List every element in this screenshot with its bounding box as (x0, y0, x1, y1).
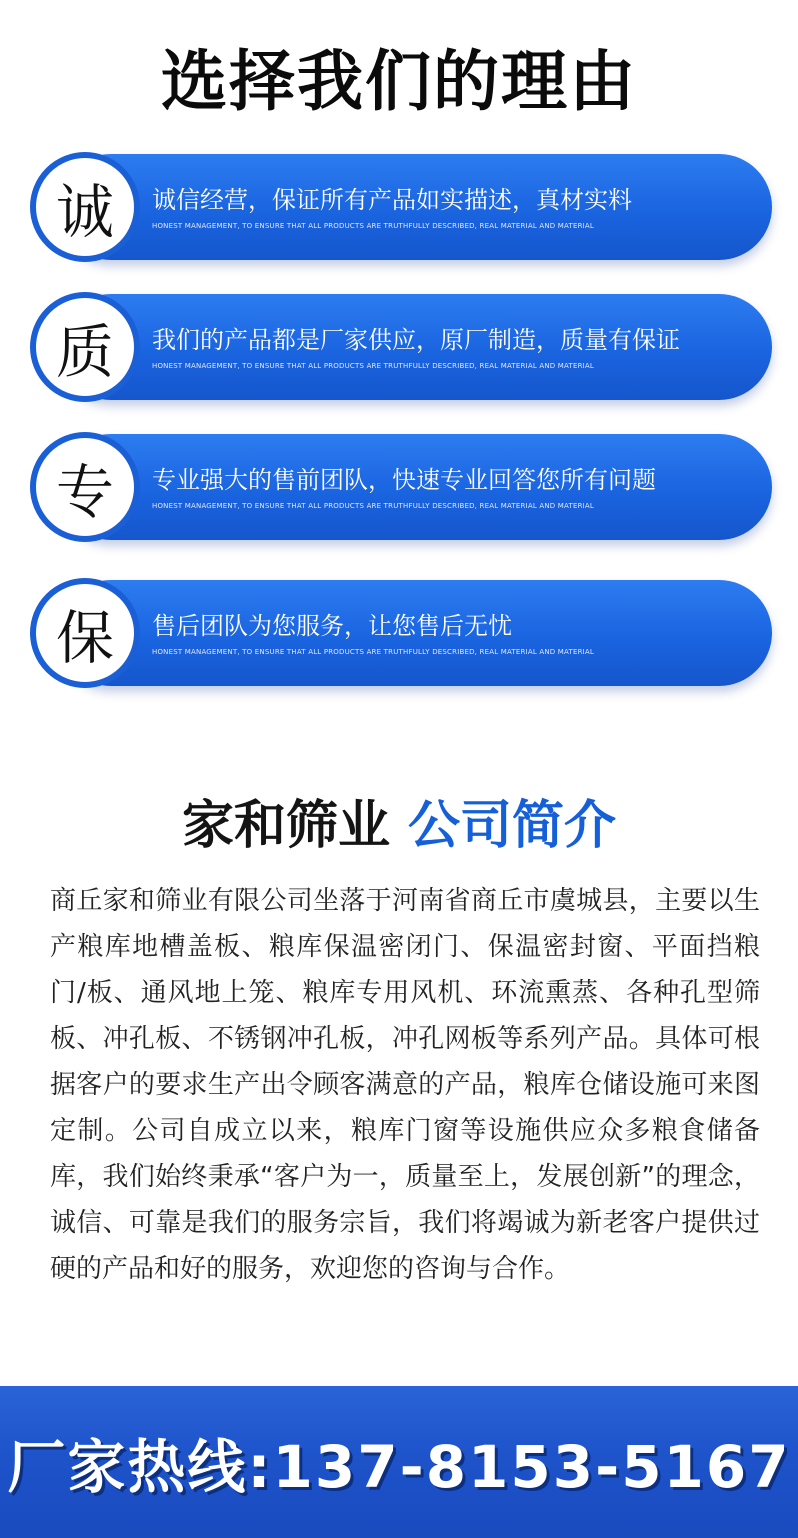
about-title-company: 家和筛业 (181, 796, 390, 856)
reason-text: 我们的产品都是厂家供应，原厂制造，质量有保证 (152, 326, 680, 354)
reason-char-badge: 专 (30, 432, 140, 542)
reason-char-badge: 诚 (30, 152, 140, 262)
reason-card-professional (30, 432, 772, 542)
page-title: 选择我们的理由 (161, 43, 637, 120)
reason-text: 售后团队为您服务，让您售后无忧 (152, 612, 512, 640)
reason-subtext: HONEST MANAGEMENT, TO ENSURE THAT ALL PRODUCTS ARE TRUTHFULLY DESCRIBED, REAL MATERIAL AND MATERIAL (152, 222, 594, 230)
reason-card-integrity (30, 152, 772, 262)
reason-subtext: HONEST MANAGEMENT, TO ENSURE THAT ALL PRODUCTS ARE TRUTHFULLY DESCRIBED, REAL MATERIAL AND MATERIAL (152, 502, 594, 510)
about-title-profile: 公司简介 (408, 796, 617, 856)
reason-subtext: HONEST MANAGEMENT, TO ENSURE THAT ALL PRODUCTS ARE TRUTHFULLY DESCRIBED, REAL MATERIAL AND MATERIAL (152, 648, 594, 656)
reason-card-quality (30, 292, 772, 402)
hotline-phone[interactable]: 厂家热线:137-8153-5167 (7, 1433, 791, 1501)
reason-text: 诚信经营，保证所有产品如实描述，真材实料 (152, 186, 632, 214)
reason-card-guarantee (30, 578, 772, 688)
about-section-title (0, 780, 798, 872)
reason-text: 专业强大的售前团队，快速专业回答您所有问题 (152, 466, 656, 494)
reason-char-badge: 质 (30, 292, 140, 402)
reason-subtext: HONEST MANAGEMENT, TO ENSURE THAT ALL PRODUCTS ARE TRUTHFULLY DESCRIBED, REAL MATERIAL AND MATERIAL (152, 362, 594, 370)
reason-char-badge: 保 (30, 578, 140, 688)
hotline-banner (0, 1386, 798, 1538)
company-profile-text: 商丘家和筛业有限公司坐落于河南省商丘市虞城县，主要以生产粮库地槽盖板、粮库保温密闭门、保温密封窗、平面挡粮门/板、通风地上笼、粮库专用风机、环流熏蒸、各种孔型筛板、冲孔板、不锈钢冲孔板，冲孔网板等系列产品。具体可根据客户的要求生产出令顾客满意的产品，粮库仓储设施可来图定制。公司自成立以来，粮库门窗等设施供应众多粮食储备库，我们始终秉承“客户为一，质量至上，发展创新”的理念，诚信、可靠是我们的服务宗旨，我们将竭诚为新老客户提供过硬的产品和好的服务，欢迎您的咨询与合作。 (50, 886, 760, 1284)
